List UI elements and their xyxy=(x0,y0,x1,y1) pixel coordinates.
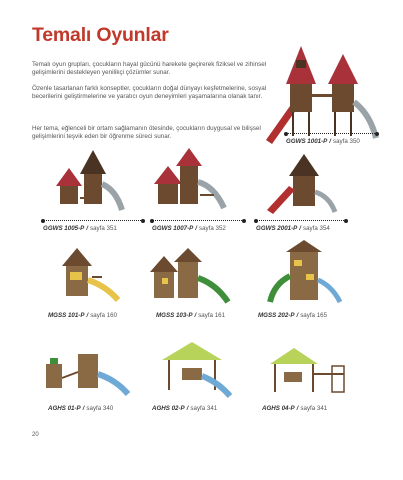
caption-divider xyxy=(286,133,377,134)
product-page-ref: sayfa 341 xyxy=(300,405,328,412)
product-page-ref: sayfa 340 xyxy=(86,405,114,412)
product-page-ref: sayfa 341 xyxy=(190,405,218,412)
playground-aghs-01-p-image xyxy=(40,344,136,400)
intro-paragraph-1: Temalı oyun grupları, çocukların hayal gücünü harekete geçirerek fiziksel ve zihinsel gelişimlerini destekleyen yenilikçi çözümler sunar. xyxy=(32,61,267,77)
product-code: AGHS 02-P xyxy=(152,405,185,412)
caption-divider xyxy=(256,220,346,221)
product-caption: GGWS 1005-P / sayfa 351 xyxy=(43,225,117,232)
product-page-ref: sayfa 350 xyxy=(333,138,360,145)
product-caption: MGSS 101-P / sayfa 160 xyxy=(48,312,118,319)
product-aghs-04-p[interactable] xyxy=(262,340,352,400)
page-title: Temalı Oyunlar xyxy=(32,24,169,46)
product-code: GGWS 1005-P xyxy=(43,225,85,232)
playground-mgss-202-p-image xyxy=(266,240,346,308)
product-page-ref: sayfa 160 xyxy=(90,312,118,319)
product-caption: GGWS 1001-P / sayfa 350 xyxy=(286,138,360,145)
product-code: GGWS 1001-P xyxy=(286,138,328,145)
product-mgss-103-p[interactable] xyxy=(150,248,234,306)
product-ggws-1005-p[interactable] xyxy=(50,148,134,218)
caption-divider xyxy=(43,220,143,221)
product-page-ref: sayfa 354 xyxy=(303,225,330,232)
intro-paragraph-2: Özenle tasarlanan farklı konseptler, çocukların doğal dünyayı keşfetmelerine, sosyal becerilerini geliştirmelerine ve yaratıcı oyun deneyimleri yaşamalarına olanak tanır. xyxy=(32,85,267,101)
playground-ggws-2001-p-image xyxy=(265,152,345,218)
product-caption: AGHS 01-P / sayfa 340 xyxy=(48,405,114,412)
product-page-ref: sayfa 351 xyxy=(90,225,117,232)
playground-mgss-103-p-image xyxy=(150,248,234,306)
playground-ggws-1005-p-image xyxy=(50,148,134,218)
product-code: MGSS 103-P xyxy=(156,312,193,319)
playground-aghs-02-p-image xyxy=(152,338,236,400)
playground-ggws-1001-p-image xyxy=(262,40,382,146)
caption-divider xyxy=(152,220,244,221)
product-code: GGWS 2001-P xyxy=(256,225,298,232)
product-code: GGWS 1007-P xyxy=(152,225,194,232)
product-mgss-101-p[interactable] xyxy=(52,246,130,306)
product-caption: GGWS 1007-P / sayfa 352 xyxy=(152,225,226,232)
intro-paragraph-3: Her tema, eğlenceli bir ortam sağlamanın ötesinde, çocukların duygusal ve bilişsel gelişimlerini teşvik eden bir öğrenme süreci sunar. xyxy=(32,125,261,141)
product-caption: MGSS 202-P / sayfa 165 xyxy=(258,312,328,319)
product-ggws-1001-p[interactable] xyxy=(262,40,382,146)
product-aghs-02-p[interactable] xyxy=(152,338,236,400)
product-ggws-2001-p[interactable] xyxy=(265,152,345,218)
product-page-ref: sayfa 161 xyxy=(198,312,226,319)
playground-mgss-101-p-image xyxy=(52,246,130,306)
product-caption: GGWS 2001-P / sayfa 354 xyxy=(256,225,330,232)
page-number: 20 xyxy=(32,432,39,438)
product-code: AGHS 01-P xyxy=(48,405,81,412)
product-caption: AGHS 04-P / sayfa 341 xyxy=(262,405,328,412)
product-caption: MGSS 103-P / sayfa 161 xyxy=(156,312,226,319)
product-code: MGSS 101-P xyxy=(48,312,85,319)
playground-ggws-1007-p-image xyxy=(150,148,234,218)
product-code: MGSS 202-P xyxy=(258,312,295,319)
product-aghs-01-p[interactable] xyxy=(40,344,136,400)
product-page-ref: sayfa 165 xyxy=(300,312,328,319)
product-page-ref: sayfa 352 xyxy=(199,225,226,232)
product-code: AGHS 04-P xyxy=(262,405,295,412)
product-ggws-1007-p[interactable] xyxy=(150,148,234,218)
product-caption: AGHS 02-P / sayfa 341 xyxy=(152,405,218,412)
playground-aghs-04-p-image xyxy=(262,340,352,400)
product-mgss-202-p[interactable] xyxy=(266,240,346,308)
